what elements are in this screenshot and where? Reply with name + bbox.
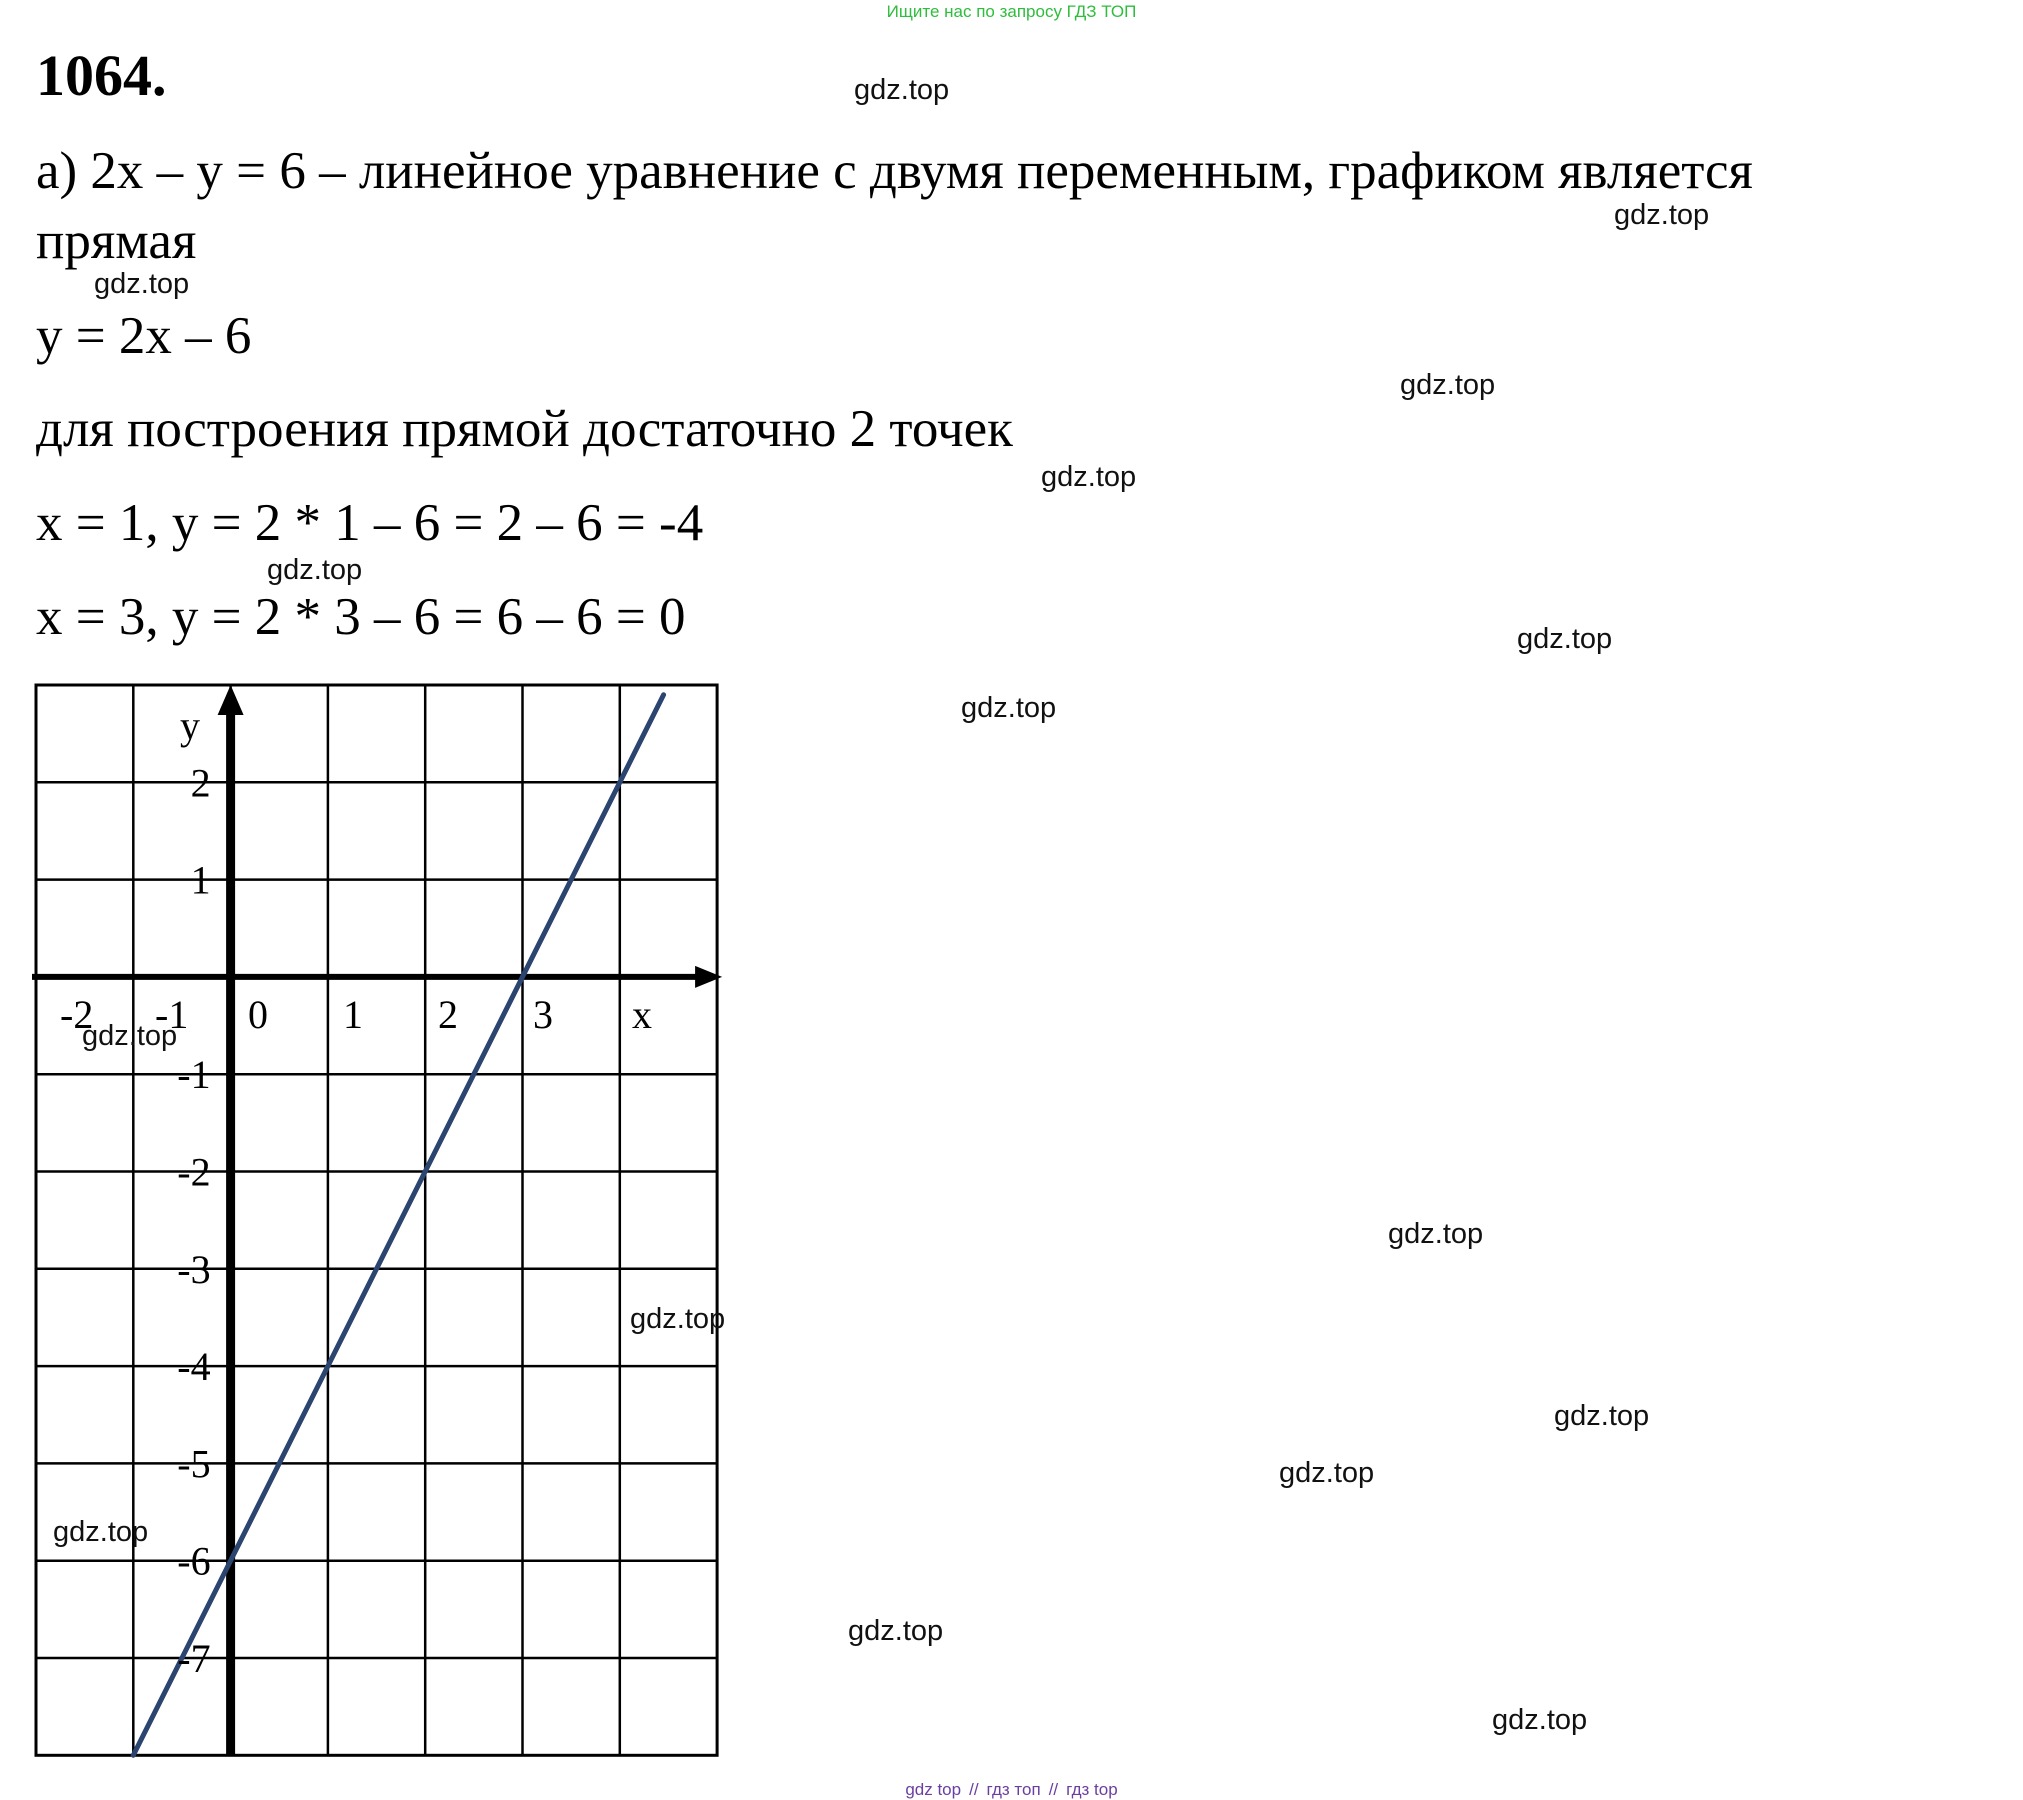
y-tick-label: 1 — [190, 857, 211, 903]
calculation-line: x = 3, y = 2 * 3 – 6 = 6 – 6 = 0 — [36, 588, 686, 646]
watermark: gdz.top — [848, 1615, 944, 1647]
watermark: gdz.top — [1517, 623, 1613, 655]
watermark: gdz.top — [53, 1516, 149, 1548]
grid-frame — [36, 685, 717, 1755]
x-tick-label: 1 — [343, 991, 363, 1037]
watermark: gdz.top — [267, 554, 363, 586]
grid — [36, 685, 717, 1755]
problem-text-line: прямая — [36, 212, 197, 270]
y-tick-label: -2 — [177, 1149, 211, 1195]
watermark: gdz.top — [630, 1303, 726, 1335]
footer-separator: // — [1048, 1780, 1059, 1799]
footer-link[interactable]: gdz top — [905, 1780, 962, 1799]
x-tick-label: -1 — [155, 991, 189, 1037]
x-axis-label: x — [632, 991, 652, 1037]
watermark: gdz.top — [1279, 1457, 1375, 1489]
plot-lines — [133, 695, 663, 1756]
watermark: gdz.top — [1554, 1400, 1650, 1432]
y-tick-label: -6 — [177, 1538, 211, 1584]
y-tick-label: -1 — [177, 1052, 211, 1098]
footer — [0, 1780, 2023, 1800]
watermark: gdz.top — [1388, 1218, 1484, 1250]
y-axis-arrow — [218, 685, 244, 715]
y-tick-label: 2 — [190, 760, 211, 806]
y-tick-label: -4 — [177, 1344, 211, 1390]
problem-number: 1064. — [36, 43, 167, 108]
watermark: gdz.top — [961, 692, 1057, 724]
equation-line: y = 2x – 6 — [36, 307, 252, 365]
problem-text-line: для построения прямой достаточно 2 точек — [36, 400, 1013, 458]
y-axis-label: y — [180, 703, 200, 748]
watermark: gdz.top — [1492, 1704, 1588, 1736]
x-tick-label: 2 — [438, 991, 458, 1037]
footer-link[interactable]: гдз top — [1066, 1780, 1118, 1799]
watermark: gdz.top — [854, 74, 950, 106]
calculation-line: x = 1, y = 2 * 1 – 6 = 2 – 6 = -4 — [36, 494, 704, 552]
x-tick-label: 3 — [533, 991, 553, 1037]
y-tick-label: -7 — [177, 1636, 211, 1681]
series-line — [133, 695, 663, 1756]
y-tick-label: -3 — [177, 1246, 211, 1292]
footer-link[interactable]: гдз топ — [986, 1780, 1041, 1799]
y-tick-label: -5 — [177, 1441, 211, 1487]
watermark: gdz.top — [94, 268, 190, 300]
watermark: gdz.top — [1400, 369, 1496, 401]
footer-separator: // — [969, 1780, 979, 1799]
x-tick-label: -2 — [60, 991, 94, 1037]
watermark: gdz.top — [1041, 461, 1137, 493]
watermark: gdz.top — [82, 1020, 178, 1052]
x-tick-label: 0 — [248, 991, 268, 1037]
problem-text-line: а) 2x – y = 6 – линейное уравнение с двумя переменным, графиком является — [36, 142, 1753, 200]
top-banner: Ищите нас по запросу ГДЗ ТОП — [886, 2, 1137, 21]
watermark: gdz.top — [1614, 199, 1710, 231]
tick-labels — [60, 703, 652, 1681]
